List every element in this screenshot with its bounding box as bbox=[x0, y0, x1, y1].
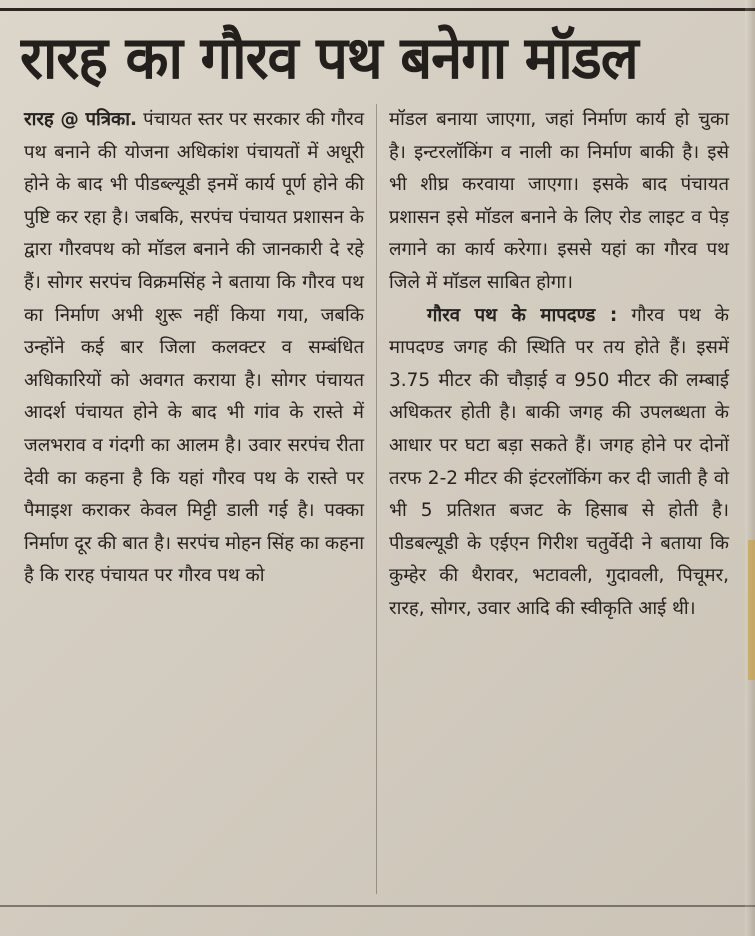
bottom-rule bbox=[0, 905, 755, 907]
right-column-text-2: गौरव पथ के मापदण्ड जगह की स्थिति पर तय होते हैं। इसमें 3.75 मीटर की चौड़ाई व 950 मीटर की लम्बाई अधिकतर होती है। बाकी जगह की उपलब्धता के आधार पर घटा बड़ा सकते हैं। जगह होने पर दोनों तरफ 2-2 मीटर की इंटरलॉकिंग कर दी जाती है वो भी 5 प्रतिशत बजट के हिसाब से होती है। पीडबल्यूडी के एईएन गिरीश चतुर्वेदी ने बताया कि कुम्हेर की थैरावर, भटावली, गुदावली, पिचूमर, रारह, सोगर, उवार आदि की स्वीकृति आई थी। bbox=[389, 304, 729, 619]
top-rule bbox=[0, 8, 755, 11]
right-paragraph-1: मॉडल बनाया जाएगा, जहां निर्माण कार्य हो चुका है। इन्टरलॉकिंग व नाली का निर्माण बाकी है। इसे भी शीघ्र करवाया जाएगा। इसके बाद पंचायत प्रशासन इसे मॉडल बनाने के लिए रोड लाइट व पेड़ लगाने का कार्य करेगा। इससे यहां का गौरव पथ जिले में मॉडल साबित होगा। bbox=[389, 109, 729, 293]
article-column-right bbox=[389, 104, 729, 626]
right-paragraph-2 bbox=[389, 300, 729, 626]
left-column-text: पंचायत स्तर पर सरकार की गौरव पथ बनाने की योजना अधिकांश पंचायतों में अधूरी होने के बाद भी पीडब्ल्यूडी इनमें कार्य पूर्ण होने की पुष्टि कर रहा है। जबकि, सरपंच पंचायत प्रशासन के द्वारा गौरवपथ को मॉडल बनाने की जानकारी दे रहे हैं। सोगर सरपंच विक्रमसिंह ने बताया कि गौरव पथ का निर्माण अभी शुरू नहीं किया गया, जबकि उन्होंने कई बार जिला कलक्टर व सम्बंधित अधिकारियों को अवगत कराया है। सोगर पंचायत आदर्श पंचायत होने के बाद भी गांव के रास्ते में जलभराव व गंदगी का आलम है। उवार सरपंच रीता देवी का कहना है कि यहां गौरव पथ के रास्ते पर पैमाइश कराकर केवल मिट्टी डाली गई है। पक्का निर्माण दूर की बात है। सरपंच मोहन सिंह का कहना है कि रारह पंचायत पर गौरव पथ को bbox=[24, 109, 364, 587]
left-paragraph bbox=[24, 104, 364, 593]
page-edge bbox=[745, 0, 755, 936]
article-column-left bbox=[24, 104, 364, 593]
subhead: गौरव पथ के मापदण्ड : bbox=[427, 304, 618, 326]
dateline: रारह @ पत्रिका. bbox=[24, 109, 138, 130]
page-edge-accent bbox=[748, 540, 755, 680]
column-divider bbox=[376, 104, 377, 894]
headline: रारह का गौरव पथ बनेगा मॉडल bbox=[20, 24, 638, 93]
